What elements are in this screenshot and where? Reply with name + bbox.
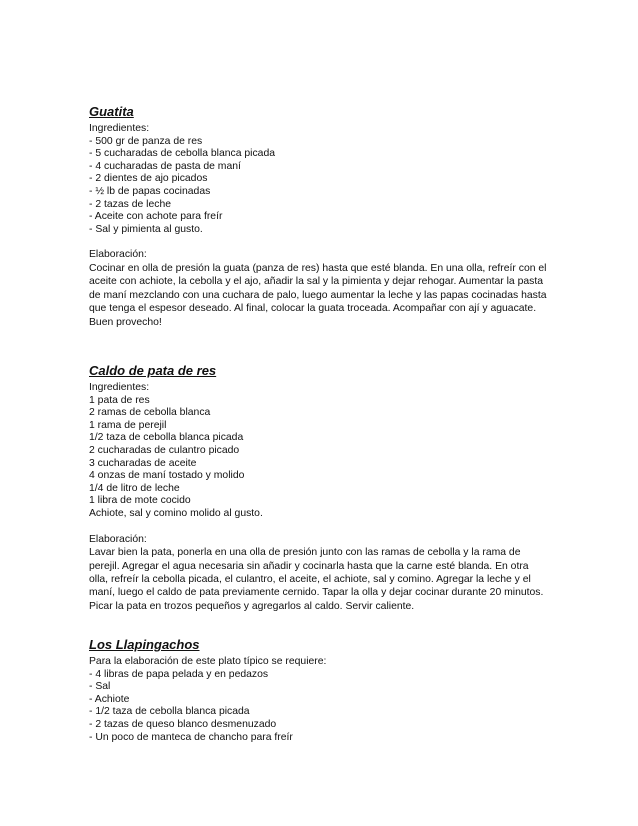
recipe-title: Guatita	[89, 104, 134, 119]
method-line: Lavar bien la pata, ponerla en una olla de presión junto con las ramas de cebolla y la rama de	[89, 547, 521, 559]
method-line: aceite con achiote, la cebolla y el ajo, añadir la sal y la pimienta y dejar rehogar. Aumentar la pasta	[89, 276, 543, 288]
ingredient-item: - 4 libras de papa pelada y en pedazos	[89, 668, 269, 680]
ingredients-label: Ingredientes:	[89, 382, 150, 393]
ingredient-item: - Achiote	[89, 693, 130, 705]
method-text	[89, 262, 559, 329]
ingredient-item: 1 pata de res	[89, 394, 150, 406]
ingredient-item: 2 ramas de cebolla blanca	[89, 407, 211, 419]
recipe-caldo-de-pata	[89, 362, 559, 613]
ingredient-item: 4 onzas de maní tostado y molido	[89, 470, 245, 482]
method-line: perejil. Agregar el agua necesaria sin añadir y cocinarla hasta que la carne esté blanda. En otra	[89, 560, 529, 572]
method-label: Elaboración:	[89, 533, 147, 545]
ingredient-item: - Sal y pimienta al gusto.	[89, 223, 203, 235]
method-line: de maní mezclando con una cuchara de palo, luego aumentar la leche y las papas cocinadas hasta	[89, 289, 547, 301]
ingredient-item: 2 cucharadas de culantro picado	[89, 444, 240, 456]
ingredient-item: 1 rama de perejil	[89, 419, 167, 431]
method-line: Picar la pata en trozos pequeños y agregarlos al caldo. Servir caliente.	[89, 600, 415, 612]
method-line: Buen provecho!	[89, 316, 162, 328]
ingredient-item: Achiote, sal y comino molido al gusto.	[89, 507, 263, 519]
method-line: olla, refreír la cebolla picada, el culantro, el aceite, el achiote, sal y comino. Agregar la leche y el	[89, 573, 531, 585]
method-line: maní, luego el caldo de pata previamente cernido. Tapar la olla y dejar cocinar durante 20 minutos.	[89, 587, 544, 599]
ingredient-item: - Un poco de manteca de chancho para freír	[89, 731, 293, 743]
ingredient-item: 3 cucharadas de aceite	[89, 457, 197, 469]
method-text	[89, 546, 559, 613]
recipe-title: Caldo de pata de res	[89, 363, 217, 378]
ingredient-item: - 2 dientes de ajo picados	[89, 173, 208, 185]
recipe-title: Los Llapingachos	[89, 637, 200, 652]
ingredient-item: - 500 gr de panza de res	[89, 135, 203, 147]
ingredient-item: - 2 tazas de queso blanco desmenuzado	[89, 718, 277, 730]
ingredient-item: - 1/2 taza de cebolla blanca picada	[89, 706, 250, 718]
ingredient-item: 1 libra de mote cocido	[89, 495, 191, 507]
ingredients-label: Ingredientes:	[89, 123, 150, 134]
ingredient-item: - 2 tazas de leche	[89, 198, 172, 210]
ingredient-item: - Sal	[89, 681, 111, 693]
ingredient-item: - 5 cucharadas de cebolla blanca picada	[89, 148, 276, 160]
method-line: que tenga el espesor deseado. Al final, colocar la guata troceada. Acompañar con ají y aguacate.	[89, 303, 537, 315]
recipe-guatita	[89, 103, 559, 329]
method-line: Cocinar en olla de presión la guata (panza de res) hasta que esté blanda. En una olla, refreír con el	[89, 262, 547, 274]
ingredient-item: - 4 cucharadas de pasta de maní	[89, 160, 241, 172]
ingredients-intro: Para la elaboración de este plato típico se requiere:	[89, 656, 327, 667]
ingredient-item: 1/2 taza de cebolla blanca picada	[89, 432, 244, 444]
ingredient-item: - Aceite con achote para freír	[89, 211, 223, 223]
ingredient-item: 1/4 de litro de leche	[89, 482, 180, 494]
recipe-llapingachos	[89, 636, 559, 744]
method-label: Elaboración:	[89, 249, 147, 261]
ingredient-item: - ½ lb de papas cocinadas	[89, 185, 211, 197]
